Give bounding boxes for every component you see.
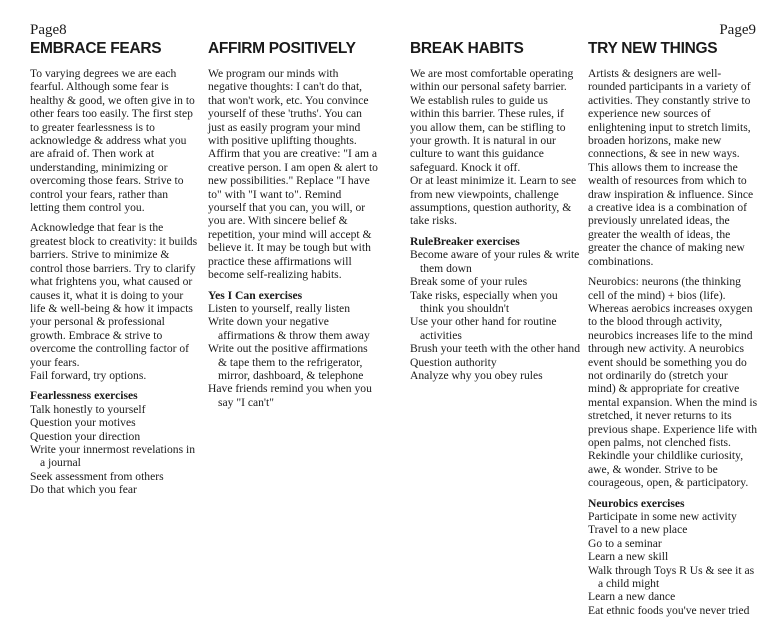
exercise-list bbox=[588, 510, 758, 617]
body-paragraph: Neurobics: neurons (the thinking cell of the mind) + bios (life). Whereas aerobics increases oxygen to the blood through activity, neurobics increases life to the mind through new activity. A neurobics event should be something you do not ordinarily do (stretch your mind) & appropriate for creative mental expansion. When the mind is stretched, it never returns to its previous shape. Experience life with open palms, not clenched fists. Rekindle your childlike curiosity, awe, & wonder. Strive to be courageous, open, & participatory. bbox=[588, 275, 758, 490]
list-item: Do that which you fear bbox=[30, 483, 137, 497]
section-embrace-fears bbox=[30, 40, 198, 497]
section-heading: EMBRACE FEARS bbox=[30, 40, 162, 57]
list-item: Seek assessment from others bbox=[30, 469, 164, 483]
list-item: Become aware of your rules & write them down bbox=[410, 248, 580, 275]
list-item: Talk honestly to yourself bbox=[30, 402, 146, 416]
exercise-title: Yes I Can exercises bbox=[208, 288, 303, 302]
list-item: Take risks, especially when you think you shouldn't bbox=[410, 288, 558, 315]
list-item: Learn a new dance bbox=[588, 590, 676, 604]
list-item: Learn a new skill bbox=[588, 550, 669, 564]
section-try-new-things bbox=[588, 40, 758, 617]
list-item: Use your other hand for routine activities bbox=[410, 315, 557, 342]
list-item: Brush your teeth with the other hand bbox=[410, 342, 581, 356]
section-heading: TRY NEW THINGS bbox=[588, 40, 718, 57]
exercise-title: Neurobics exercises bbox=[588, 496, 685, 510]
list-item: Break some of your rules bbox=[410, 275, 528, 289]
list-item: Write down your negative affirmations & throw them away bbox=[208, 315, 370, 342]
list-item: Listen to yourself, really listen bbox=[208, 301, 350, 315]
list-item: Walk through Toys R Us & see it as a child might bbox=[588, 563, 755, 591]
list-item: Eat ethnic foods you've never tried bbox=[588, 603, 750, 617]
list-item: Travel to a new place bbox=[588, 523, 688, 537]
list-item: Go to a seminar bbox=[588, 536, 662, 550]
section-affirm-positively bbox=[208, 40, 378, 409]
list-item: Participate in some new activity bbox=[588, 510, 737, 523]
exercise-list bbox=[410, 248, 580, 382]
page-number-right: Page9 bbox=[719, 22, 756, 38]
list-item: Question your motives bbox=[30, 416, 136, 430]
section-heading: BREAK HABITS bbox=[410, 40, 524, 57]
body-paragraph: Fail forward, try options. bbox=[30, 368, 147, 382]
body-paragraph: Artists & designers are well-rounded participants in a variety of activities. They constantly strive to experience new sources of enlightening input to stretch limits, broaden horizons, make new connections, & see in new ways. This allows them to increase the wealth of resources from which to draw inspiration & influence. Since a creative idea is a combination of previously unrelated ideas, the greater the wealth of ideas, the greater the chance of making new combinations. bbox=[588, 67, 754, 268]
list-item: Write out the positive affirmations & tape them to the refrigerator, mirror, dashboard, & telephone bbox=[208, 342, 368, 382]
body-paragraph: Acknowledge that fear is the greatest block to creativity: it builds barriers. Strive to minimize & control those barriers. Try to clarify what frightens you, what caused or causes it, what it is doing to your life & well-being & how it impacts your personal & professional growth. Embrace & strive to overcome the controlling factor of your fears. bbox=[30, 221, 198, 369]
list-item: Question authority bbox=[410, 355, 497, 369]
body-paragraph: We program our minds with negative thoughts: I can't do that, that won't work, etc. You convince yourself of these 'truths'. You can just as easily program your mind with positive uplifting thoughts. Affirm that you are creative: "I am a creative person. I am open & alert to new possibilities." Replace "I have to" with "I want to". Remind yourself that you can, you will, or you are. With sincere belief & repetition, your mind will accept & believe it. It may be tough but with practice these affirmations will become self-realizing habits. bbox=[208, 67, 378, 282]
page-number-left: Page8 bbox=[30, 22, 67, 38]
section-break-habits bbox=[410, 40, 580, 382]
list-item: Question your direction bbox=[30, 429, 141, 443]
body-paragraph: We are most comfortable operating within our personal safety barrier. We establish rules to guide us within this barrier. These rules, if you allow them, can be stifling to your growth. It is natural in our culture to want this guidance safeguard. Knock it off. bbox=[410, 67, 574, 174]
body-paragraph: Or at least minimize it. Learn to see from new viewpoints, challenge assumptions, question authority, & take risks. bbox=[410, 174, 577, 228]
list-item: Analyze why you obey rules bbox=[410, 368, 543, 382]
exercise-list bbox=[30, 403, 198, 497]
body-paragraph: To varying degrees we are each fearful. Although some fear is healthy & good, we often give in to other fears too easily. The first step to greater fearlessness is to acknowledge & address what you are afraid of. Then work at understanding, minimizing or overcoming those fears. Strive to control your fears, rather than letting them control you. bbox=[30, 67, 195, 215]
exercise-list bbox=[208, 302, 378, 409]
list-item: Have friends remind you when you say "I can't" bbox=[208, 382, 372, 409]
exercise-title: RuleBreaker exercises bbox=[410, 234, 520, 248]
section-heading: AFFIRM POSITIVELY bbox=[208, 40, 356, 57]
list-item: Write your innermost revelations in a journal bbox=[30, 442, 196, 470]
exercise-title: Fearlessness exercises bbox=[30, 389, 138, 403]
